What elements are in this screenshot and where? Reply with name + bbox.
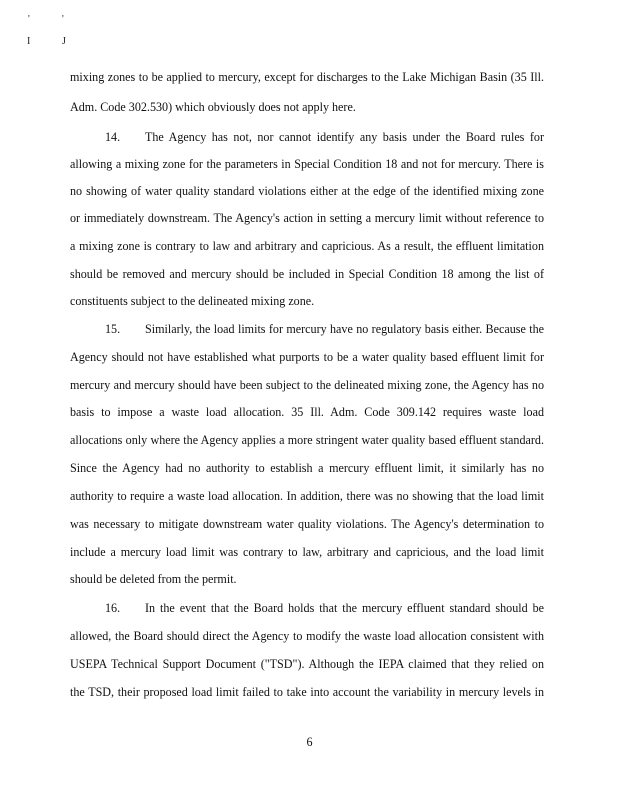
body-line: no showing of water quality standard violations either at the edge of the identified mixing zone: [70, 184, 544, 198]
body-line: include a mercury load limit was contrary to law, arbitrary and capricious, and the load limit: [70, 545, 544, 559]
paragraph-16-first-line: [105, 601, 544, 615]
paragraph-number: 15.: [105, 322, 121, 336]
body-line: constituents subject to the delineated mixing zone.: [70, 294, 315, 308]
body-line: or immediately downstream. The Agency's action in setting a mercury limit without reference to: [70, 211, 544, 225]
body-line: mercury and mercury should have been subject to the delineated mixing zone, the Agency has no: [70, 378, 544, 392]
body-line: basis to impose a waste load allocation. 35 Ill. Adm. Code 309.142 requires waste load: [70, 405, 544, 419]
body-line: a mixing zone is contrary to law and arbitrary and capricious. As a result, the effluent limitation: [70, 239, 544, 253]
body-line: Since the Agency had no authority to establish a mercury effluent limit, it similarly has no: [70, 461, 544, 475]
body-line: Adm. Code 302.530) which obviously does not apply here.: [70, 100, 356, 114]
body-line: was necessary to mitigate downstream water quality violations. The Agency's determination to: [70, 517, 544, 531]
body-text: Similarly, the load limits for mercury have no regulatory basis either. Because the: [145, 322, 544, 336]
body-line: Agency should not have established what purports to be a water quality based effluent limit for: [70, 350, 544, 364]
body-text: In the event that the Board holds that the mercury effluent standard should be: [145, 601, 544, 615]
body-line: should be removed and mercury should be included in Special Condition 18 among the list of: [70, 267, 544, 281]
body-line: authority to require a waste load allocation. In addition, there was no showing that the load limit: [70, 489, 544, 503]
body-line: allowing a mixing zone for the parameters in Special Condition 18 and not for mercury. There is: [70, 157, 544, 171]
scan-mark: ': [28, 14, 30, 25]
paragraph-number: 14.: [105, 130, 121, 144]
body-line: should be deleted from the permit.: [70, 572, 237, 586]
body-line: allocations only where the Agency applies a more stringent water quality based effluent standard.: [70, 433, 544, 447]
body-line: mixing zones to be applied to mercury, except for discharges to the Lake Michigan Basin (35 Ill.: [70, 70, 544, 84]
paragraph-15-first-line: [105, 322, 544, 336]
body-line: USEPA Technical Support Document ("TSD"). Although the IEPA claimed that they relied on: [70, 657, 544, 671]
scan-mark: J: [62, 36, 66, 47]
paragraph-14-first-line: [105, 130, 544, 144]
scan-mark: ': [62, 14, 64, 25]
body-line: the TSD, their proposed load limit failed to take into account the variability in mercury levels in: [70, 685, 544, 699]
page-number: 6: [306, 735, 313, 749]
scan-mark: I: [27, 36, 31, 47]
body-line: allowed, the Board should direct the Agency to modify the waste load allocation consistent with: [70, 629, 544, 643]
body-text: The Agency has not, nor cannot identify any basis under the Board rules for: [145, 130, 544, 144]
paragraph-number: 16.: [105, 601, 121, 615]
